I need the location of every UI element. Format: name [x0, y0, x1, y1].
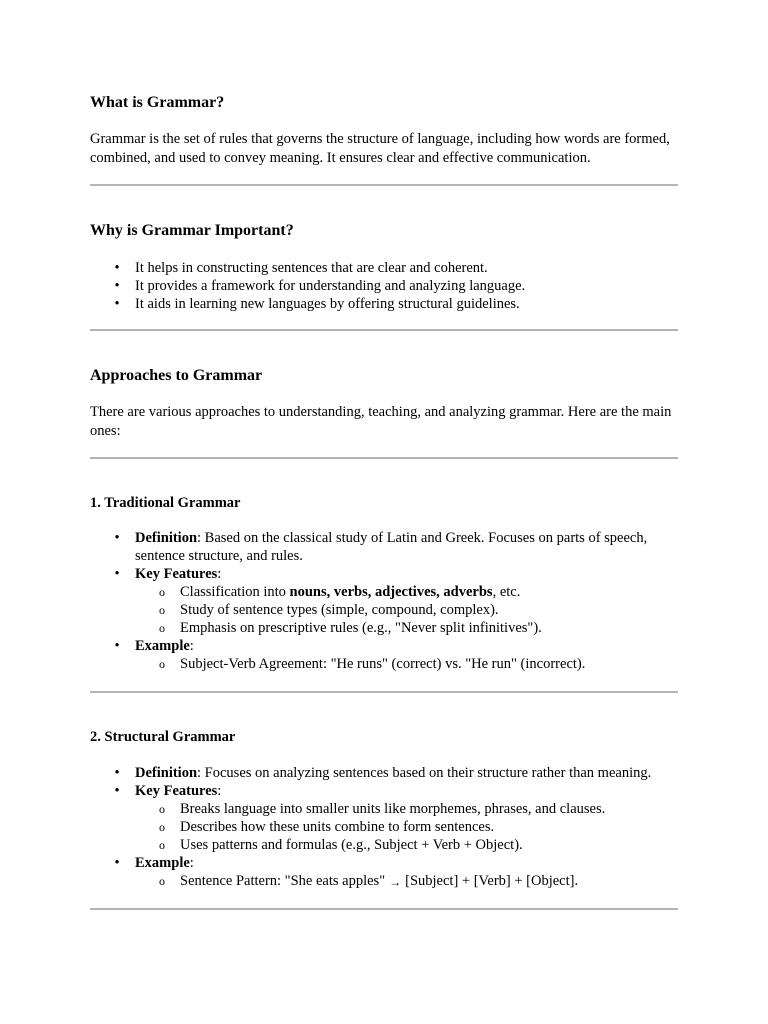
key-features-label: Key Features	[135, 783, 218, 799]
list-item-key-features	[90, 782, 678, 854]
divider	[90, 184, 678, 186]
feature-text: Describes how these units combine to form sentences.	[180, 819, 495, 835]
divider	[90, 457, 678, 459]
circle-bullet-icon: o	[159, 874, 165, 888]
feature-text: Breaks language into smaller units like morphemes, phrases, and clauses.	[180, 801, 606, 817]
circle-bullet-icon: o	[159, 603, 165, 617]
bullet-icon: •	[114, 765, 120, 781]
paragraph-what-is-grammar-wrap	[90, 130, 678, 168]
sublist-item	[135, 836, 678, 854]
section-why-important	[90, 221, 678, 241]
feature-text-pre: Classification into	[180, 584, 290, 600]
feature-text: Study of sentence types (simple, compound, complex).	[180, 602, 499, 618]
sublist-item	[135, 818, 678, 836]
feature-text: Emphasis on prescriptive rules (e.g., "Never split infinitives").	[180, 620, 542, 636]
heading-what-is-grammar: What is Grammar?	[90, 94, 225, 111]
separator-line	[90, 908, 678, 910]
list-traditional	[90, 529, 678, 673]
list-item-example	[90, 637, 678, 673]
key-features-label: Key Features	[135, 566, 218, 582]
heading-approaches: Approaches to Grammar	[90, 367, 263, 384]
example-colon: :	[189, 855, 194, 871]
list-structural-wrap	[90, 764, 678, 890]
paragraph-approaches: There are various approaches to understanding, teaching, and analyzing grammar. Here are the main ones:	[90, 404, 672, 439]
bullet-icon: •	[114, 855, 120, 871]
definition-label: Definition	[135, 765, 198, 781]
bullet-icon: •	[114, 260, 120, 276]
bullet-icon: •	[114, 566, 120, 582]
paragraph-approaches-wrap	[90, 403, 678, 441]
list-why-important-wrap	[90, 259, 678, 313]
divider	[90, 329, 678, 331]
circle-bullet-icon: o	[159, 657, 165, 671]
heading-traditional-grammar: 1. Traditional Grammar	[90, 495, 241, 511]
list-item-key-features	[90, 565, 678, 637]
example-text: Subject-Verb Agreement: "He runs" (correct) vs. "He run" (incorrect).	[180, 656, 586, 672]
key-features-colon: :	[217, 783, 222, 799]
example-colon: :	[189, 638, 194, 654]
bullet-icon: •	[114, 278, 120, 294]
sublist-item	[135, 800, 678, 818]
separator-line	[90, 691, 678, 693]
sublist-key-features	[135, 583, 678, 637]
paragraph-what-is-grammar: Grammar is the set of rules that governs the structure of language, including how words are formed, combined, and used to convey meaning. It ensures clear and effective communication.	[90, 131, 670, 166]
section-what-is-grammar	[90, 93, 678, 113]
definition-label: Definition	[135, 530, 198, 546]
sublist-item	[135, 583, 678, 601]
example-label: Example	[135, 855, 190, 871]
section-traditional-grammar	[90, 494, 678, 512]
heading-why-important: Why is Grammar Important?	[90, 222, 294, 239]
list-item	[90, 259, 678, 277]
divider	[90, 908, 678, 910]
list-traditional-wrap	[90, 529, 678, 673]
example-text-post: [Subject] + [Verb] + [Object].	[405, 873, 579, 889]
separator-line	[90, 329, 678, 331]
circle-bullet-icon: o	[159, 585, 165, 599]
feature-text-post: , etc.	[492, 584, 521, 600]
list-item	[90, 277, 678, 295]
section-structural-grammar	[90, 728, 678, 746]
divider	[90, 691, 678, 693]
bullet-icon: •	[114, 296, 120, 312]
section-approaches	[90, 366, 678, 386]
definition-text: : Focuses on analyzing sentences based on their structure rather than meaning.	[197, 765, 652, 781]
sublist-item	[135, 619, 678, 637]
example-text-pre: Sentence Pattern: "She eats apples"	[180, 873, 386, 889]
circle-bullet-icon: o	[159, 621, 165, 635]
sublist-item	[135, 872, 678, 890]
definition-text: : Based on the classical study of Latin and Greek. Focuses on parts of speech, sentence structure, and rules.	[135, 530, 648, 564]
list-item-text: It aids in learning new languages by offering structural guidelines.	[135, 296, 520, 312]
list-item	[90, 295, 678, 313]
list-item-example	[90, 854, 678, 890]
key-features-colon: :	[217, 566, 222, 582]
bullet-icon: •	[114, 638, 120, 654]
right-arrow-icon: →	[389, 875, 402, 889]
bullet-icon: •	[114, 530, 120, 546]
list-why-important	[90, 259, 678, 313]
separator-line	[90, 457, 678, 459]
feature-text: Uses patterns and formulas (e.g., Subject + Verb + Object).	[180, 837, 523, 853]
sublist-item	[135, 601, 678, 619]
sublist-item	[135, 655, 678, 673]
sublist-example	[135, 872, 678, 890]
sublist-example	[135, 655, 678, 673]
heading-structural-grammar: 2. Structural Grammar	[90, 729, 236, 745]
list-item-text: It provides a framework for understanding and analyzing language.	[135, 278, 526, 294]
example-label: Example	[135, 638, 190, 654]
bullet-icon: •	[114, 783, 120, 799]
list-item-text: It helps in constructing sentences that are clear and coherent.	[135, 260, 488, 276]
list-item-definition	[90, 529, 678, 565]
list-item-definition	[90, 764, 678, 782]
circle-bullet-icon: o	[159, 802, 165, 816]
circle-bullet-icon: o	[159, 820, 165, 834]
list-structural	[90, 764, 678, 890]
circle-bullet-icon: o	[159, 838, 165, 852]
sublist-key-features	[135, 800, 678, 854]
separator-line	[90, 184, 678, 186]
feature-text-bold: nouns, verbs, adjectives, adverbs	[289, 584, 493, 600]
